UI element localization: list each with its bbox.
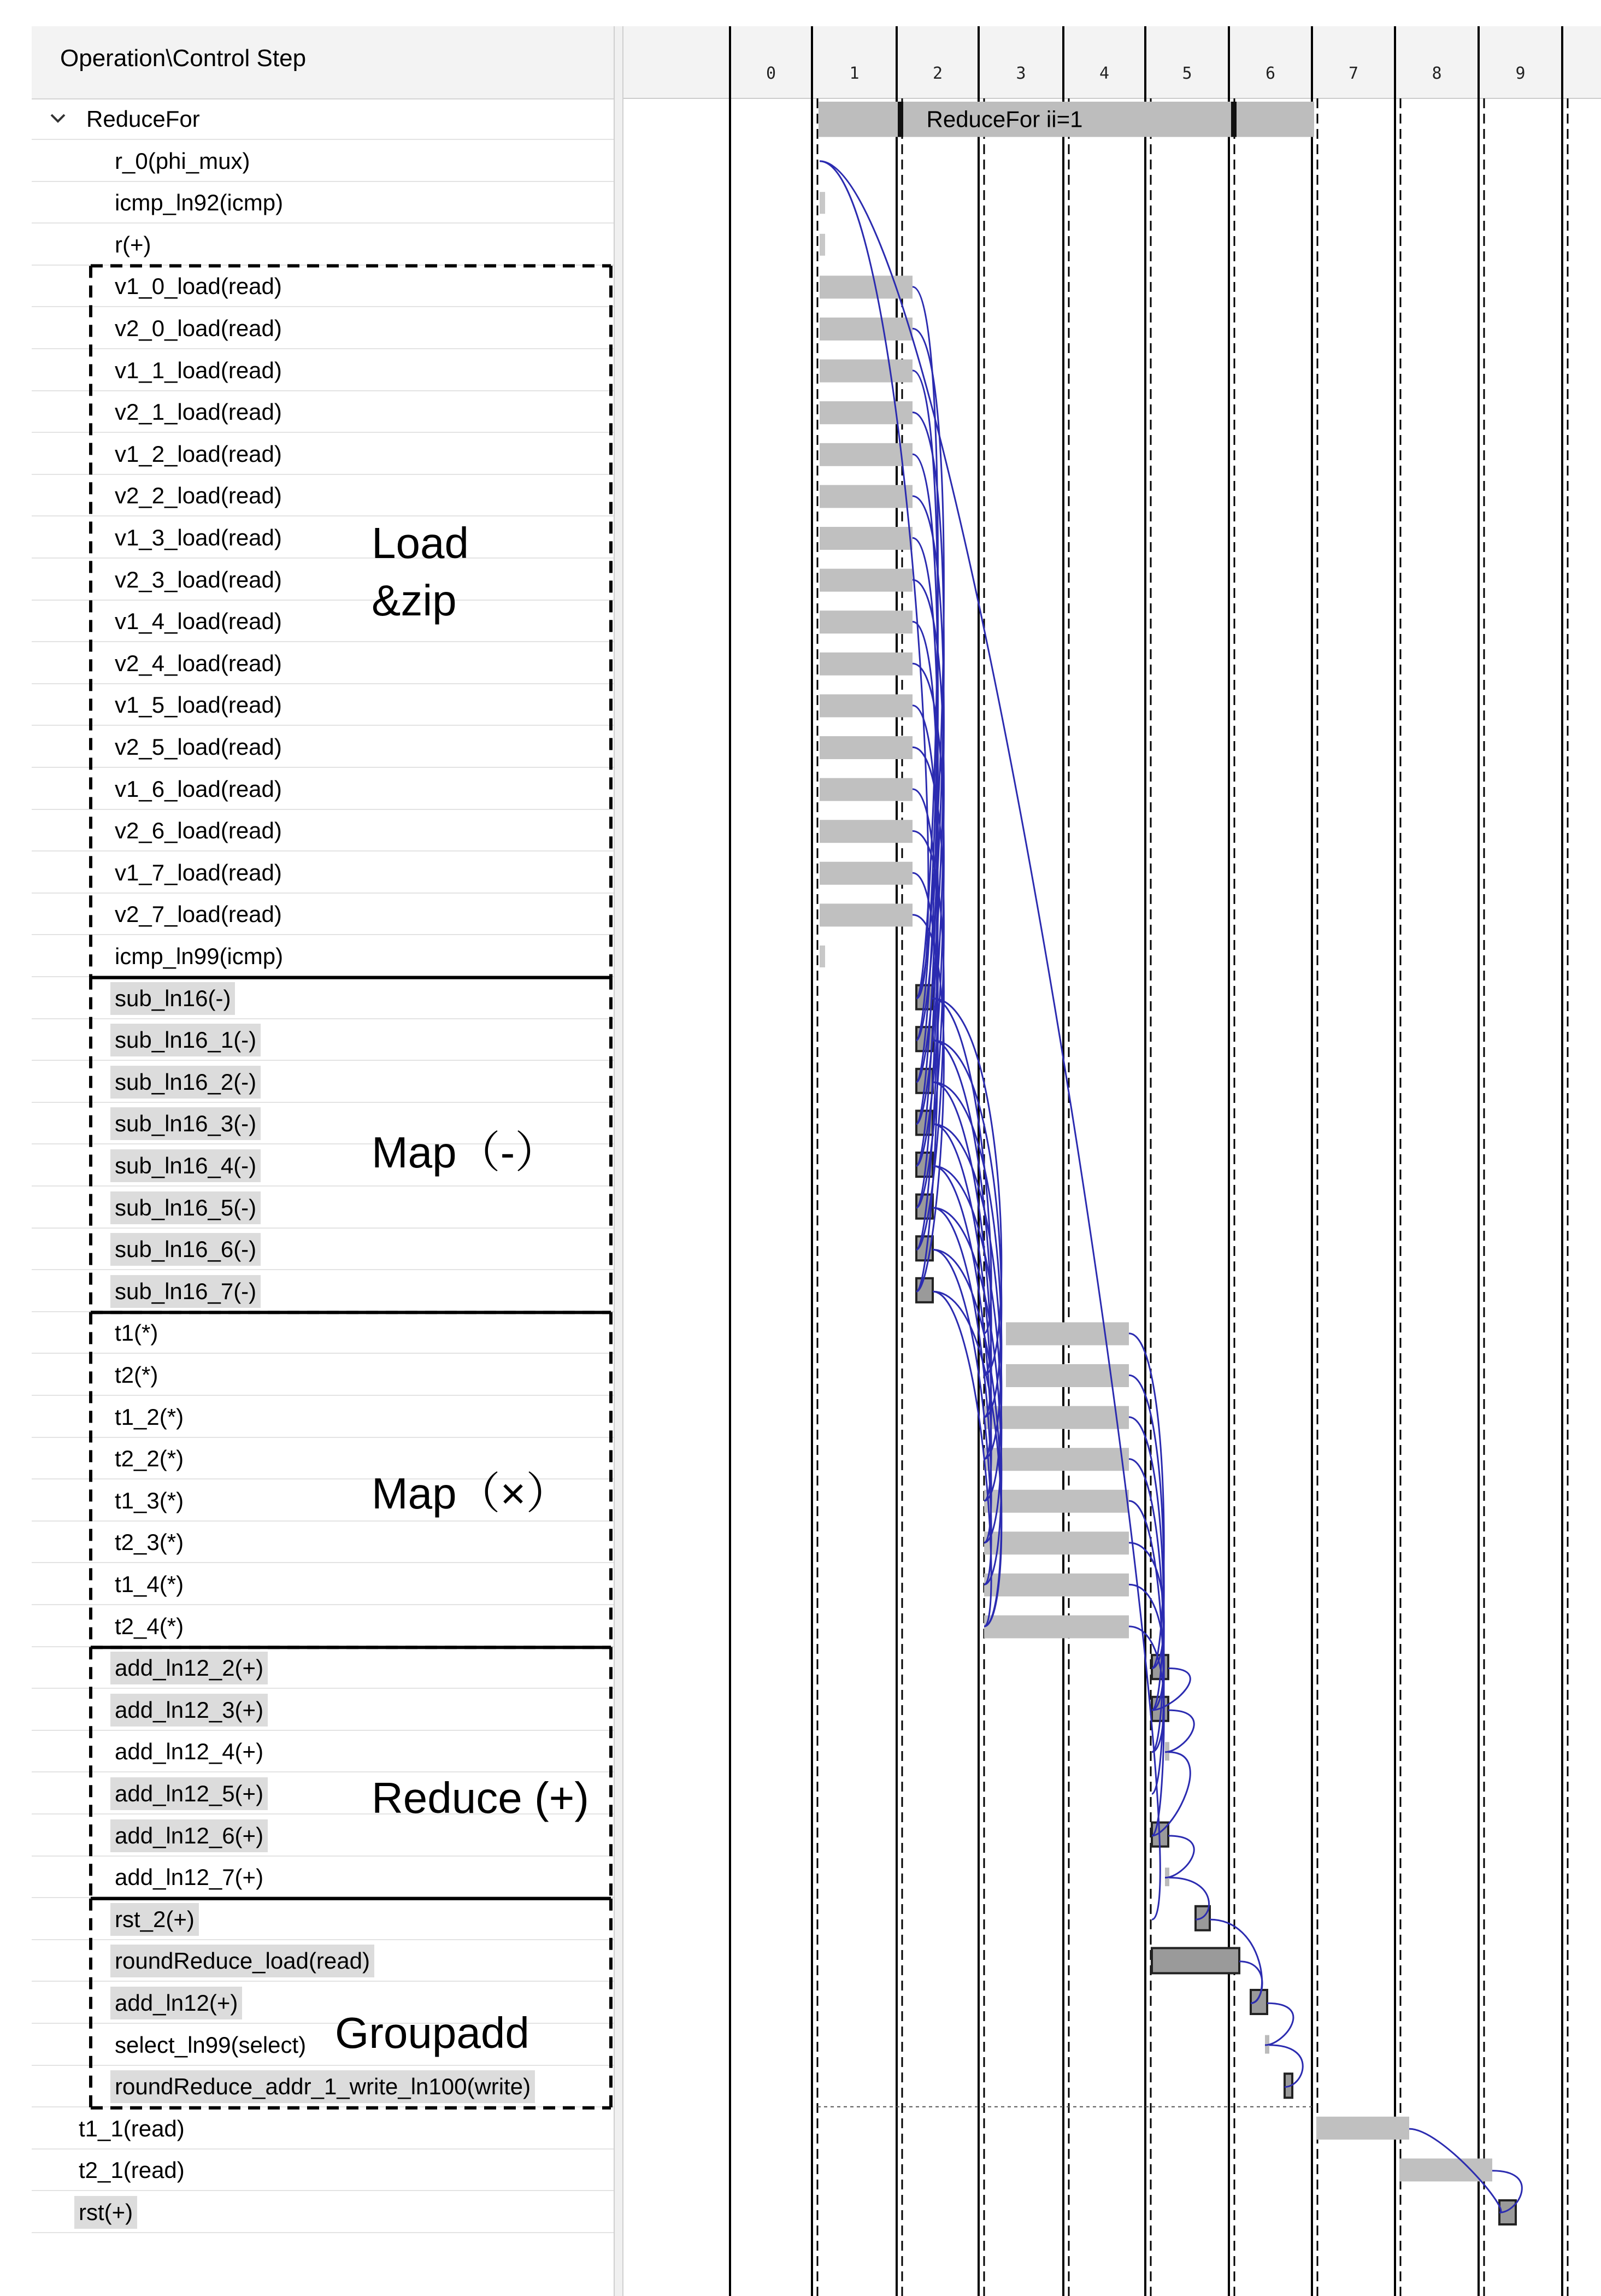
tree-row-label: t2_4(*) [115, 1613, 184, 1639]
tree-row-label: v1_3_load(read) [115, 525, 282, 550]
op-marker [820, 234, 825, 256]
tree-row-root[interactable] [32, 98, 614, 140]
tree-row[interactable] [32, 308, 614, 349]
load-op-bar [820, 443, 913, 466]
step-header-label: 1 [849, 64, 860, 83]
tree-row-label: rst(+) [74, 2196, 137, 2229]
tree-row-label: v1_6_load(read) [115, 776, 282, 802]
chevron-down-icon[interactable] [47, 107, 69, 129]
tree-row-label: add_ln12_4(+) [115, 1739, 264, 1765]
load-op-bar [820, 903, 913, 926]
tree-row[interactable] [32, 517, 614, 559]
tree-row[interactable] [32, 475, 614, 516]
operation-header-title: Operation\Control Step [60, 45, 307, 72]
tree-row[interactable] [32, 2108, 614, 2150]
tree-row-label: roundReduce_load(read) [110, 1945, 374, 1977]
schedule-chart [623, 26, 1601, 2296]
tree-row-label: icmp_ln99(icmp) [115, 943, 284, 969]
step-header-label: 9 [1515, 64, 1526, 83]
region-label-reduce: Reduce (+) [372, 1774, 589, 1822]
op-marker [820, 192, 825, 214]
load-op-bar [820, 820, 913, 843]
load-op-bar [820, 694, 913, 717]
step-header-label: 8 [1432, 64, 1442, 83]
step-header-label: 2 [932, 64, 943, 83]
load-op-bar [820, 401, 913, 424]
tree-row-label: t2_2(*) [115, 1446, 184, 1472]
tree-row-label: add_ln12_6(+) [110, 1819, 268, 1852]
tree-row-label: v1_7_load(read) [115, 859, 282, 885]
tree-row-label: sub_ln16(-) [110, 982, 235, 1015]
tree-row[interactable] [32, 1564, 614, 1605]
tree-row-label: v2_3_load(read) [115, 566, 282, 592]
tree-row-label: sub_ln16_1(-) [110, 1024, 261, 1056]
tree-row[interactable] [32, 894, 614, 935]
tree-row-label: t1(*) [115, 1320, 158, 1346]
tree-row[interactable] [32, 1940, 614, 1982]
tree-row-label: v2_1_load(read) [115, 399, 282, 425]
tree-row[interactable] [32, 1647, 614, 1689]
dependency-edge [820, 161, 1160, 1919]
tree-row[interactable] [32, 224, 614, 266]
tree-row-label: sub_ln16_4(-) [110, 1149, 261, 1182]
tree-row[interactable] [32, 559, 614, 601]
tree-row[interactable] [32, 1522, 614, 1563]
read-op-bar [1152, 1948, 1239, 1973]
tree-row-label: t2_1(read) [79, 2157, 185, 2183]
tree-row-label: v2_0_load(read) [115, 315, 282, 341]
load-op-bar [820, 653, 913, 676]
region-label-map-times: Map（×） [372, 1469, 570, 1518]
tree-row[interactable] [32, 350, 614, 391]
tree-row-label: v1_1_load(read) [115, 357, 282, 383]
tree-row-label: roundReduce_addr_1_write_ln100(write) [110, 2070, 535, 2103]
step-header-label: 5 [1182, 64, 1192, 83]
mult-op-bar [984, 1406, 1129, 1429]
tree-row[interactable] [32, 2150, 614, 2191]
load-op-bar [820, 610, 913, 633]
step-header-label: 3 [1016, 64, 1026, 83]
op-marker [820, 946, 825, 967]
tree-row-label: v1_2_load(read) [115, 441, 282, 467]
tree-row-label: sub_ln16_5(-) [110, 1191, 261, 1224]
tree-row[interactable] [32, 266, 614, 307]
region-label-map-minus: Map（-） [372, 1128, 559, 1177]
tree-row-label: t1_3(*) [115, 1487, 184, 1513]
tree-row-label: v1_5_load(read) [115, 692, 282, 718]
tree-row-label: rst_2(+) [110, 1903, 199, 1936]
read-op-bar [1316, 2117, 1409, 2140]
tree-row-label: t1_2(*) [115, 1404, 184, 1430]
tree-row[interactable] [32, 1396, 614, 1438]
tree-row-label: v2_4_load(read) [115, 650, 282, 676]
step-header-label: 7 [1348, 64, 1359, 83]
tree-row[interactable] [32, 684, 614, 726]
tree-row[interactable] [32, 978, 614, 1019]
tree-row-label: sub_ln16_7(-) [110, 1275, 261, 1308]
tree-row-label: t2_3(*) [115, 1529, 184, 1555]
tree-row-label: sub_ln16_2(-) [110, 1066, 261, 1099]
tree-row-label: t2(*) [115, 1362, 158, 1388]
tree-row-label: v2_2_load(read) [115, 483, 282, 509]
mult-op-bar [984, 1490, 1129, 1513]
dependency-edge [933, 1250, 991, 1585]
load-op-bar [820, 778, 913, 801]
load-op-bar [820, 569, 913, 592]
dependency-edge [933, 1208, 991, 1543]
tree-row[interactable] [32, 1731, 614, 1772]
tree-row[interactable] [32, 433, 614, 475]
tree-row-label: r(+) [115, 231, 151, 257]
dependency-edge [933, 1291, 991, 1626]
region-label-load: Load [372, 519, 469, 567]
mult-op-bar [984, 1531, 1129, 1554]
step-header-label: 0 [766, 64, 776, 83]
tree-row[interactable] [32, 1606, 614, 1647]
tree-row[interactable] [32, 768, 614, 810]
tree-row-label: add_ln12(+) [110, 1987, 242, 2019]
loop-bar-mark [1231, 102, 1237, 137]
tree-row-label: icmp_ln92(icmp) [115, 190, 284, 216]
mult-op-bar [1006, 1322, 1129, 1345]
region-label-groupadd: Groupadd [335, 2009, 529, 2057]
region-label-zip: &zip [372, 576, 457, 625]
tree-row[interactable] [32, 1271, 614, 1312]
tree-row-label: ReduceFor [86, 106, 200, 132]
tree-row-label: v2_5_load(read) [115, 734, 282, 760]
loop-bar-label: ReduceFor ii=1 [926, 106, 1083, 132]
tree-row-label: v1_4_load(read) [115, 608, 282, 635]
schedule-panel [623, 26, 1601, 2296]
load-op-bar [820, 736, 913, 759]
tree-row[interactable] [32, 1312, 614, 1354]
tree-row-label: add_ln12_2(+) [110, 1652, 268, 1684]
load-op-bar [820, 862, 913, 885]
tree-row[interactable] [32, 810, 614, 852]
load-op-bar [820, 318, 913, 340]
tree-row[interactable] [32, 1899, 614, 1940]
mult-op-bar [984, 1573, 1129, 1596]
tree-row[interactable] [32, 140, 614, 182]
tree-row-label: t1_1(read) [79, 2115, 185, 2141]
tree-row[interactable] [32, 726, 614, 768]
tree-row-label: add_ln12_7(+) [115, 1864, 264, 1890]
tree-row-label: add_ln12_5(+) [110, 1777, 268, 1810]
panel-splitter[interactable] [614, 26, 623, 2296]
tree-row-label: sub_ln16_3(-) [110, 1107, 261, 1140]
tree-row-label: t1_4(*) [115, 1571, 184, 1597]
tree-row[interactable] [32, 1354, 614, 1396]
tree-row-label: v2_6_load(read) [115, 818, 282, 844]
load-op-bar [820, 360, 913, 383]
tree-row[interactable] [32, 2066, 614, 2107]
tree-row-label: add_ln12_3(+) [110, 1694, 268, 1727]
tree-row[interactable] [32, 1689, 614, 1731]
tree-row[interactable] [32, 182, 614, 224]
tree-row[interactable] [32, 936, 614, 977]
tree-row-label: v2_7_load(read) [115, 901, 282, 927]
tree-row[interactable] [32, 1061, 614, 1103]
tree-row[interactable] [32, 1857, 614, 1898]
step-header-label: 6 [1265, 64, 1276, 83]
mult-op-bar [984, 1448, 1129, 1471]
tree-row[interactable] [32, 601, 614, 642]
mult-op-bar [984, 1616, 1129, 1639]
tree-row[interactable] [32, 391, 614, 433]
load-op-bar [820, 485, 913, 508]
tree-row-label: r_0(phi_mux) [115, 148, 250, 174]
tree-row[interactable] [32, 1229, 614, 1270]
step-header-label: 4 [1099, 64, 1110, 83]
tree-row[interactable] [32, 1019, 614, 1061]
load-op-bar [820, 527, 913, 550]
tree-row-label: sub_ln16_6(-) [110, 1233, 261, 1266]
tree-row[interactable] [32, 643, 614, 684]
tree-row[interactable] [32, 1187, 614, 1229]
tree-row-label: v1_0_load(read) [115, 273, 282, 300]
tree-row-label: select_ln99(select) [115, 2031, 307, 2058]
operation-panel [32, 26, 614, 2296]
operation-column-header[interactable] [32, 26, 614, 99]
tree-row[interactable] [32, 2192, 614, 2233]
loop-bar-mark [898, 102, 903, 137]
tree-row[interactable] [32, 852, 614, 894]
step-header-background [623, 26, 1601, 98]
